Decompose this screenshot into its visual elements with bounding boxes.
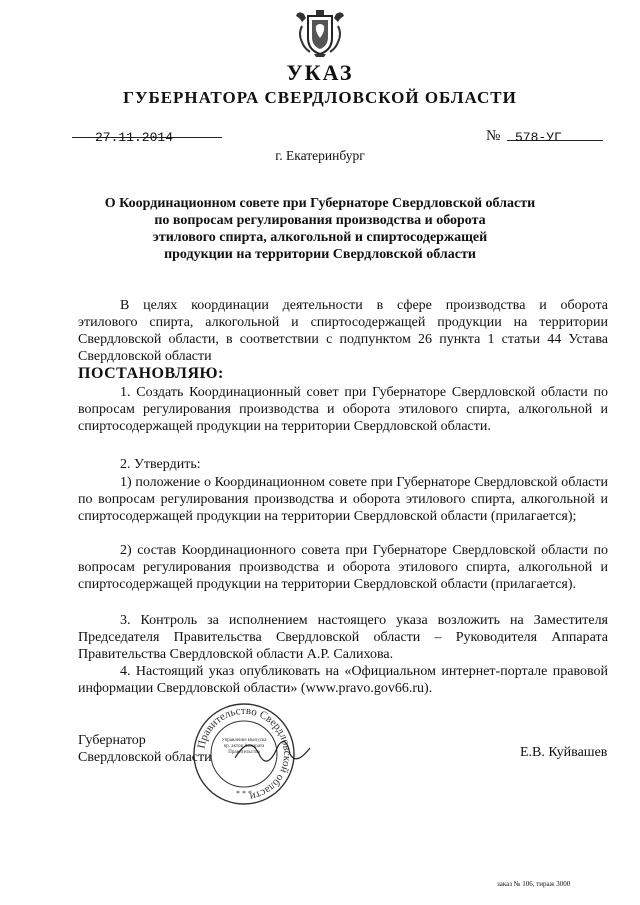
- decree-item-2: 2. Утвердить:: [120, 457, 201, 472]
- document-type-heading: УКАЗ: [286, 60, 354, 85]
- number-sign: №: [486, 128, 501, 144]
- coat-of-arms-emblem: [294, 8, 346, 58]
- preamble-line: этилового спирта, алкогольной и спиртосодержащей продукции на территории: [78, 315, 608, 330]
- signatory-name: Е.В. Куйвашев: [520, 745, 608, 760]
- decree-item-4: 4. Настоящий указ опубликовать на «Официальном интернет-портале правовой информации Свердловской области» (www.pravo.gov66.ru).: [78, 664, 608, 696]
- decree-item-2-2: 2) состав Координационного совета при Губернаторе Свердловской области по вопросам регулирования производства и оборота этилового спирта, алкогольной и спиртосодержащей продукции на территории Свердловской области (прилагается).: [78, 543, 608, 592]
- handwritten-signature: [230, 728, 320, 778]
- preamble-line: Свердловской области: [78, 349, 212, 364]
- document-title-line: О Координационном совете при Губернаторе Свердловской области: [104, 196, 536, 211]
- signatory-position-line: Губернатор: [78, 733, 146, 748]
- document-number: 578-УГ: [515, 130, 562, 145]
- seal-ring-text: Правительство Свердловской области: [195, 704, 294, 803]
- document-title-line: продукции на территории Свердловской области: [164, 247, 476, 262]
- seal-stars: * * *: [236, 789, 252, 798]
- seal-inner-text: Управление Выпуска пр. актов Аппарата Правительства: [221, 738, 267, 755]
- preamble-line: В целях координации деятельности в сфере производства и оборота: [120, 298, 608, 313]
- resolution-keyword: ПОСТАНОВЛЯЮ:: [78, 365, 224, 382]
- city: г. Екатеринбург: [275, 148, 365, 163]
- document-title-line: этилового спирта, алкогольной и спиртосодержащей: [152, 230, 488, 245]
- document-date: 27.11.2014: [95, 130, 174, 145]
- issuing-authority: ГУБЕРНАТОРА СВЕРДЛОВСКОЙ ОБЛАСТИ: [123, 88, 517, 107]
- decree-item-3: 3. Контроль за исполнением настоящего указа возложить на Заместителя Председателя Правительства Свердловской области – Руководителя Аппарата Правительства Свердловской области А.Р. Салихова.: [78, 613, 608, 662]
- print-run-note: заказ № 106, тираж 3000: [497, 880, 571, 888]
- decree-item-1: 1. Создать Координационный совет при Губернаторе Свердловской области по вопросам регулирования производства и оборота этилового спирта, алкогольной и спиртосодержащей продукции на территории Свердловской области.: [78, 385, 608, 434]
- preamble-line: Свердловской области, в соответствии с подпунктом 26 пункта 1 статьи 44 Устава: [78, 332, 608, 347]
- decree-item-2-1: 1) положение о Координационном совете при Губернаторе Свердловской области по вопросам регулирования производства и оборота этилового спирта, алкогольной и спиртосодержащей продукции на территории Свердловской области (прилагается);: [78, 475, 608, 524]
- signatory-position-line: Свердловской области: [78, 750, 212, 765]
- document-title-line: по вопросам регулирования производства и оборота: [154, 213, 486, 228]
